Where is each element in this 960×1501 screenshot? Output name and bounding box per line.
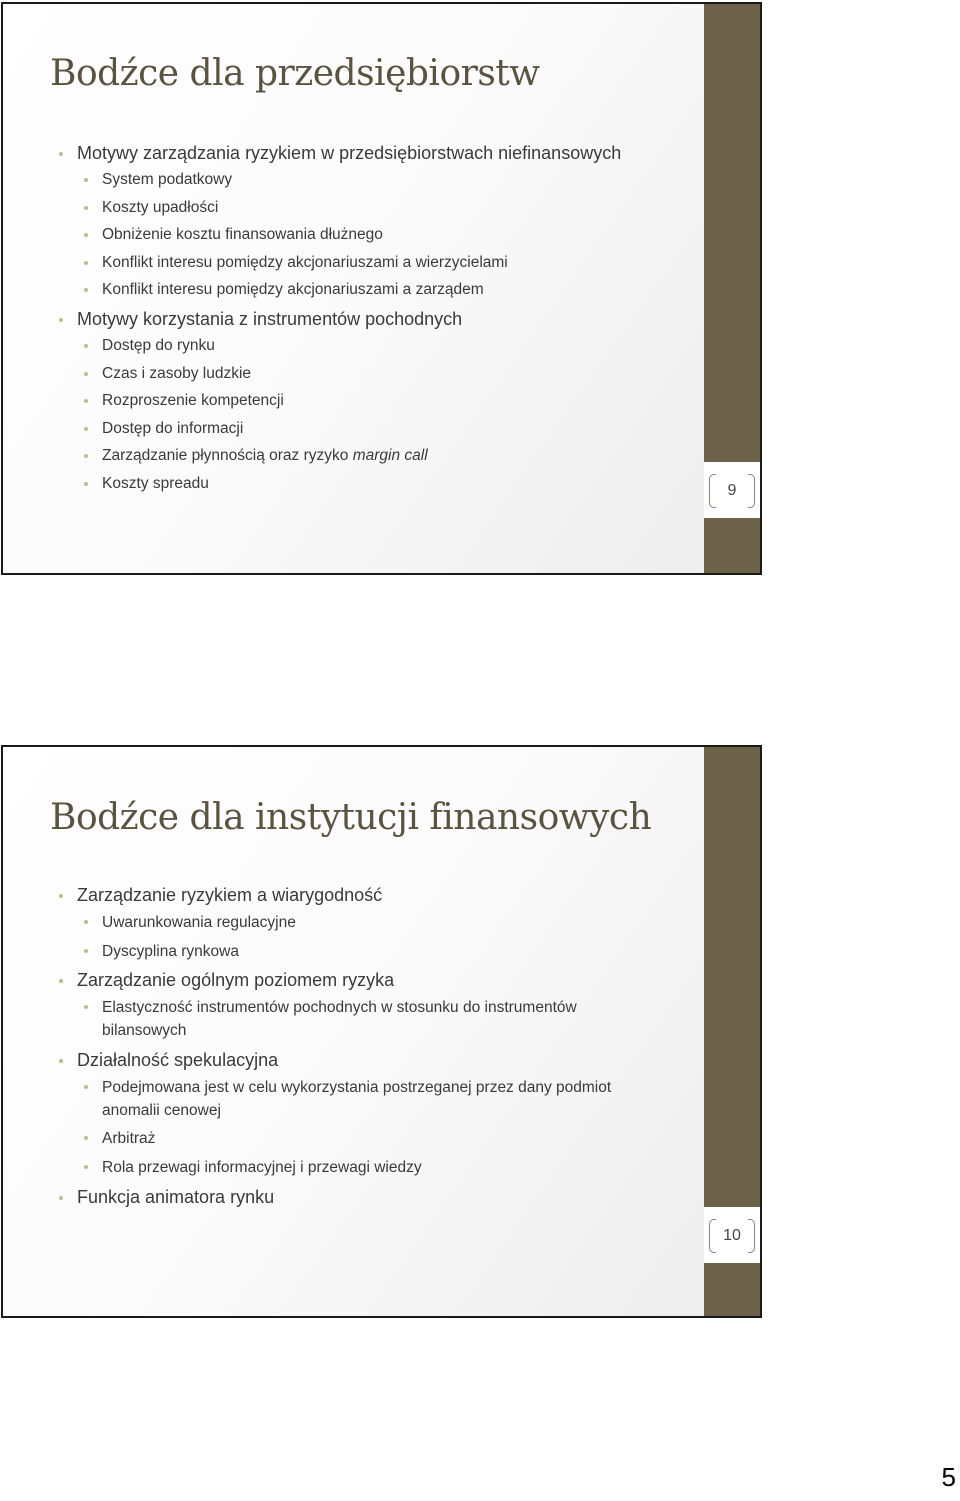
slide-9 (1, 2, 762, 575)
sub-bullet-text: Zarządzanie płynnością oraz ryzyko (102, 447, 353, 465)
slide-number: 10 (723, 1227, 741, 1244)
sub-bullet-item: Czas i zasoby ludzkie (55, 363, 665, 385)
bullet-item: Zarządzanie ryzykiem a wiarygodność (55, 883, 665, 908)
slide-title: Bodźce dla instytucji finansowych (50, 797, 652, 838)
slide-number-box (704, 1207, 760, 1263)
sub-bullet-item: Dyscyplina rynkowa (55, 940, 665, 963)
sub-bullet-item: Obniżenie kosztu finansowania dłużnego (55, 224, 665, 246)
bullet-item: Działalność spekulacyjna (55, 1048, 665, 1073)
sub-bullet-item: Dostęp do informacji (55, 418, 665, 440)
sub-bullet-item: Arbitraż (55, 1127, 665, 1150)
left-bracket (709, 474, 716, 508)
bullet-list (55, 883, 665, 1213)
slide-number: 9 (727, 482, 737, 499)
left-bracket (709, 1219, 716, 1253)
emphasis-text: margin call (352, 447, 428, 465)
sub-bullet-item: Podejmowana jest w celu wykorzystania postrzeganej przez dany podmiot anomalii cenowej (55, 1076, 665, 1122)
bullet-item: Zarządzanie ogólnym poziomem ryzyka (55, 968, 665, 993)
sub-bullet-item: Koszty spreadu (55, 473, 665, 495)
sub-bullet-item: Rola przewagi informacyjnej i przewagi wiedzy (55, 1156, 665, 1179)
slide-title: Bodźce dla przedsiębiorstw (50, 53, 540, 94)
right-bracket (748, 1219, 755, 1253)
bullet-item: Funkcja animatora rynku (55, 1185, 665, 1210)
sub-bullet-item: Konflikt interesu pomiędzy akcjonariuszami a wierzycielami (55, 252, 665, 274)
sub-bullet-item: Rozproszenie kompetencji (55, 390, 665, 412)
bullet-list (55, 141, 665, 501)
page-number: 5 (941, 1462, 956, 1492)
right-bracket (748, 474, 755, 508)
bullet-item: Motywy zarządzania ryzykiem w przedsiębiorstwach niefinansowych (55, 141, 665, 166)
slide-10 (1, 745, 762, 1318)
bullet-item: Motywy korzystania z instrumentów pochodnych (55, 307, 665, 332)
slide-number-box (704, 462, 760, 518)
sub-bullet-item: Koszty upadłości (55, 197, 665, 219)
sub-bullet-item: Dostęp do rynku (55, 335, 665, 357)
sub-bullet-item (55, 445, 665, 467)
sub-bullet-item: System podatkowy (55, 169, 665, 191)
sub-bullet-item: Uwarunkowania regulacyjne (55, 911, 665, 934)
sub-bullet-item: Elastyczność instrumentów pochodnych w stosunku do instrumentów bilansowych (55, 996, 665, 1042)
sub-bullet-item: Konflikt interesu pomiędzy akcjonariuszami a zarządem (55, 279, 665, 301)
